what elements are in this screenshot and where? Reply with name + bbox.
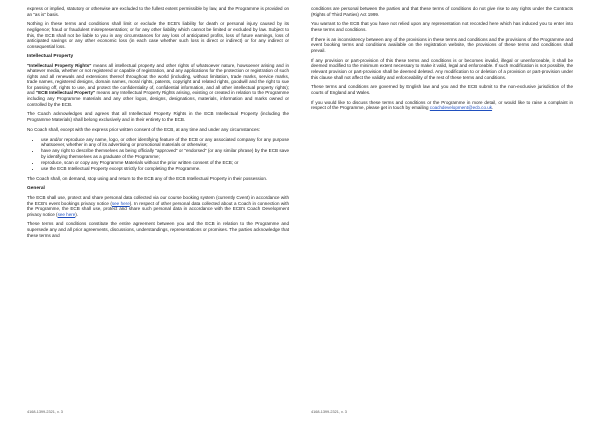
paragraph-text: . xyxy=(492,105,494,111)
footer-reference-left: 4168-1399-2321, v. 3 xyxy=(27,410,63,414)
list-item: • reproduce, scan or copy any Programme Materials without the prior written consent of the ECB; or xyxy=(41,160,289,166)
event-privacy-link[interactable]: see here xyxy=(111,200,130,206)
paragraph-text: The ECB shall use, protect and share personal data collected via our course booking system (currently Cvent) in accordance with the ECB's event bookings privacy notice ( xyxy=(27,194,289,206)
coach-privacy-link[interactable]: see here xyxy=(57,211,76,217)
paragraph: These terms and conditions constitute the entire agreement between you and the ECB in relation to the Programme and supersede any and all prior agreements, discussions, understandings, representations or promises. The parties acknowledge that these terms and xyxy=(27,221,289,238)
paragraph: If there is an inconsistency between any of the provisions in these terms and conditions and the provisions of the Programme and event booking terms and conditions available on the registration website, the provisions of these terms and conditions shall prevail. xyxy=(311,36,573,53)
paragraph: The Coach shall, on demand, stop using and return to the ECB any of the ECB Intellectual Property in their possession. xyxy=(27,176,268,182)
contact-email-link[interactable]: coachdevelopment@ecb.co.uk xyxy=(429,105,493,111)
restrictions-list xyxy=(27,137,289,172)
paragraph: If any provision or part-provision of this these terms and conditions is or becomes invalid, illegal or unenforceable, it shall be deemed modified to the minimum extent necessary to make it valid, legal and enforceable. If such modification is not possible, the relevant provision or part-provision shall be deemed deleted. Any modification to or deletion of a provision or part-provision under this clause shall not affect the validity and enforceability of the rest of these terms and conditions. xyxy=(311,57,573,80)
paragraph-text: means any Intellectual Property Rights arising, existing or created in relation to the Programme including any Programme materials and any other logos, designs, designations, materials, information and marks owned or controlled by the ECB. xyxy=(27,90,290,107)
paragraph: express or implied, statutory or otherwise are excluded to the fullest extent permissible by law, and the Programme is provided on an "as is" basis. xyxy=(27,6,289,17)
paragraph-ip-definitions xyxy=(27,63,289,108)
paragraph: conditions are personal between the parties and that these terms of conditions do not give rise to any rights under the Contracts (Rights of Third Parties) Act 1999. xyxy=(311,6,573,17)
paragraph-text: If you would like to discuss these terms and conditions or the Programme in more detail, or would like to raise a complaint in respect of the Programme, please get in touch by emailing xyxy=(311,99,573,111)
paragraph: The Coach acknowledges and agrees that all Intellectual Property Rights in the ECB Intellectual Property (including the Programme Materials) shall belong exclusively and in their entirety to the ECB. xyxy=(27,111,289,123)
paragraph: These terms and conditions are governed by English law and you and the ECB submit to the non-exclusive jurisdiction of the courts of England and Wales. xyxy=(311,84,573,95)
paragraph-text: means all intellectual property and other rights of whatsoever nature, howsoever arising and in whatever media, whether or not registered or capable of registration, and any applications for the protection or registration of such rights and all renewals and extensions thereof throughout the world (including, without limitation, trade marks, service marks, trade names, registered designs, domain names, moral rights, patents, copyright and related rights, goodwill and the right to sue for passing off, rights to use, and protect the confidentiality of, confidential information, and all other intellectual property rights); and xyxy=(27,62,289,96)
defined-term: "ECB Intellectual Property" xyxy=(35,90,96,96)
paragraph: You warrant to the ECB that you have not relied upon any representation not recorded here which has induced you to enter into these terms and conditions. xyxy=(311,21,573,32)
paragraph-text: ). In respect of other personal data collected about a Coach in connection with the Programme, the ECB shall use, protect and share such personal data in accordance with the ECB's Coach Development privacy notice ( xyxy=(27,200,289,217)
defined-term: "Intellectual Property Rights" xyxy=(27,62,92,68)
paragraph-contact xyxy=(311,100,573,111)
paragraph: Nothing in these terms and conditions shall limit or exclude the ECB's liability for death or personal injury caused by its negligence; fraud or fraudulent misrepresentation; or for any other liability which cannot be limited or excluded by law. Subject to this, the ECB shall not be liable to you in any circumstances for any loss of anticipated profits, loss of future earnings, loss of anticipated savings or any other economic loss (in each case whether such loss is direct or indirect) or for any indirect or consequential loss. xyxy=(27,21,289,49)
right-column xyxy=(311,6,573,115)
paragraph-privacy xyxy=(27,195,289,217)
left-column xyxy=(27,6,289,242)
section-heading-general: General xyxy=(27,185,45,191)
list-item: • use and/or reproduce any name, logo, or other identifying feature of the ECB or any associated company for any purpose whatsoever, whether in any of its advertising or promotional materials or otherwise; xyxy=(41,137,289,148)
paragraph: No Coach shall, except with the express prior written consent of the ECB, at any time and under any circumstances: xyxy=(27,126,261,132)
paragraph-text: ). xyxy=(75,211,79,217)
section-heading-intellectual-property: Intellectual Property xyxy=(27,53,74,59)
footer-reference-right: 4168-1399-2321, v. 3 xyxy=(311,410,347,414)
list-item: • use the ECB Intellectual Property except strictly for completing the Programme. xyxy=(41,166,289,172)
list-item: • have any right to describe themselves as being officially "approved" or "endorsed" (or any similar phrase) by the ECB save by identifying themselves as a graduate of the Programme; xyxy=(41,148,289,159)
